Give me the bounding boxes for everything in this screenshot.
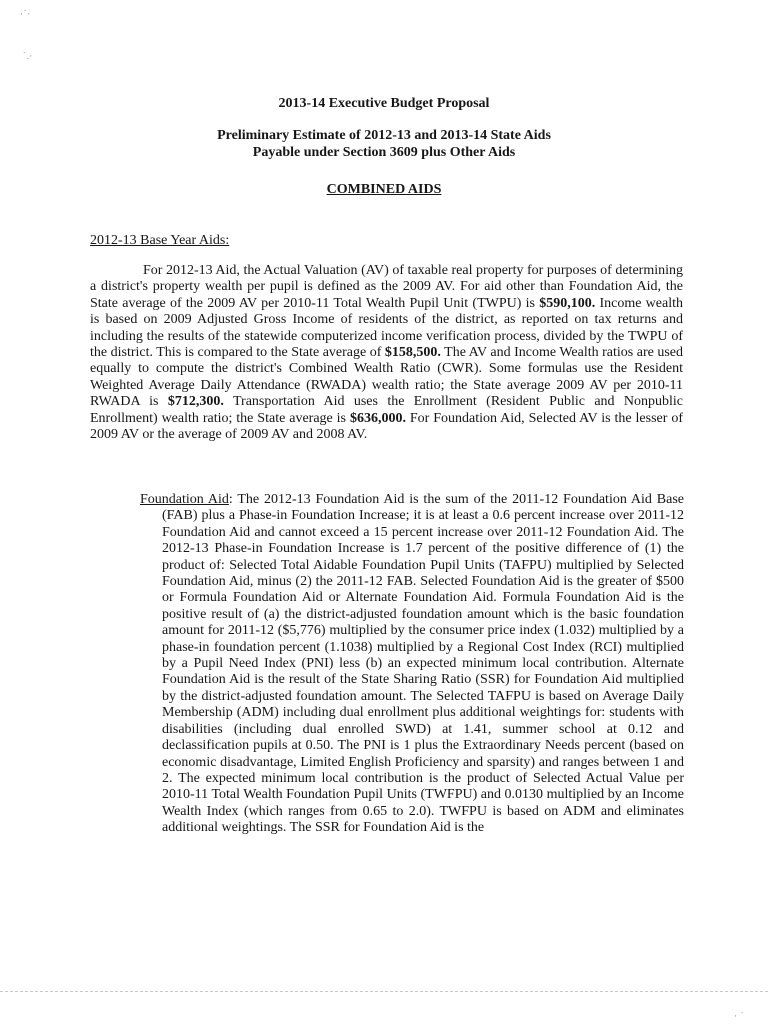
- state-average-value: $636,000.: [349, 410, 406, 426]
- foundation-aid-paragraph: [140, 492, 684, 837]
- base-year-heading: 2012-13 Base Year Aids:: [90, 233, 230, 248]
- document-title: 2013-14 Executive Budget Proposal: [278, 96, 490, 111]
- paragraph-text-run: For 2012-13 Aid, the Actual Valuation (AV) of taxable real property for purposes of determining a district's property wealth per pupil is defined as the 2009 AV. For aid other than Foundation Aid, the State average of the 2009 AV per 2010-11 Total Wealth Pupil Unit (TWPU) is: [90, 263, 683, 311]
- scan-speck: ·˙·: [20, 10, 31, 20]
- document-subtitle: [0, 127, 768, 161]
- foundation-aid-text: : The 2012-13 Foundation Aid is the sum of the 2011-12 Foundation Aid Base (FAB) plus a Phase-in Foundation Increase; it is at least a 0.6 percent increase over 2011-12 Foundation Aid and cannot exceed a 15 percent increase over 2011-12 Foundation Aid. The 2012-13 Phase-in Foundation Increase is 1.7 percent of the positive difference of (1) the product of: Selected Total Aidable Foundation Pupil Units (TAFPU) multiplied by Selected Foundation Aid, minus (2) the 2011-12 FAB. Selected Foundation Aid is the greater of $500 or Formula Foundation Aid or Alternate Foundation Aid. Formula Foundation Aid is the positive result of (a) the district-adjusted foundation amount which is the basic foundation amount for 2011-12 ($5,776) multiplied by the consumer price index (1.032) multiplied by a phase-in foundation percent (1.1038) multiplied by a Regional Cost Index (RCI) multiplied by a Pupil Need Index (PNI) less (b) an expected minimum local contribution. Alternate Foundation Aid is the result of the State Sharing Ratio (SSR) for Foundation Aid multiplied by the district-adjusted foundation amount. The Selected TAFPU is based on Average Daily Membership (ADM) including dual enrollment plus additional weightings for: students with disabilities (including dual enrolled SWD) at 1.41, summer school at 0.12 and declassification pupils at 0.50. The PNI is 1 plus the Extraordinary Needs percent (based on economic disadvantage, Limited English Proficiency and sparsity) and ranges between 1 and 2. The expected minimum local contribution is the product of Selected Actual Value per 2010-11 Total Wealth Foundation Pupil Units (TWFPU) and 0.0130 multiplied by an Income Wealth Index (which ranges from 0.65 to 2.0). TWFPU is based on ADM and eliminates additional weightings. The SSR for Foundation Aid is the: [162, 492, 684, 836]
- paragraph-text-run: Transportation Aid uses the Enrollment (Resident Public and Nonpublic Enrollment) wealth ratio; the State average is: [90, 394, 684, 426]
- scan-speck: ˙.·: [22, 52, 33, 62]
- state-average-value: $712,300.: [167, 394, 224, 410]
- scan-artifact-line: [0, 991, 768, 992]
- base-year-paragraph: [90, 263, 683, 443]
- paragraph-text-run: For Foundation Aid, Selected AV is the lesser of 2009 AV or the average of 2009 AV and 2008 AV.: [90, 410, 683, 443]
- state-average-value: $158,500.: [384, 345, 441, 361]
- state-average-value: $590,100.: [539, 295, 596, 311]
- subtitle-line-2: Payable under Section 3609 plus Other Aids: [252, 145, 516, 160]
- section-title: COMBINED AIDS: [326, 182, 442, 197]
- scan-speck: · ˙: [734, 1012, 745, 1022]
- paragraph-text-run: Income wealth is based on 2009 Adjusted Gross Income of residents of the district, as reported on tax returns and including the results of the statewide computerized income verification process, divided by the TWPU of the district. This is compared to the State average of: [90, 295, 683, 361]
- subtitle-line-1: Preliminary Estimate of 2012-13 and 2013-14 State Aids: [217, 128, 551, 143]
- paragraph-text-run: The AV and Income Wealth ratios are used equally to compute the district's Combined Wealth Ratio (CWR). Some formulas use the Resident Weighted Average Daily Attendance (RWADA) wealth ratio; the State average 2009 AV per 2010-11 RWADA is: [90, 345, 683, 410]
- foundation-aid-label: Foundation Aid: [140, 492, 229, 507]
